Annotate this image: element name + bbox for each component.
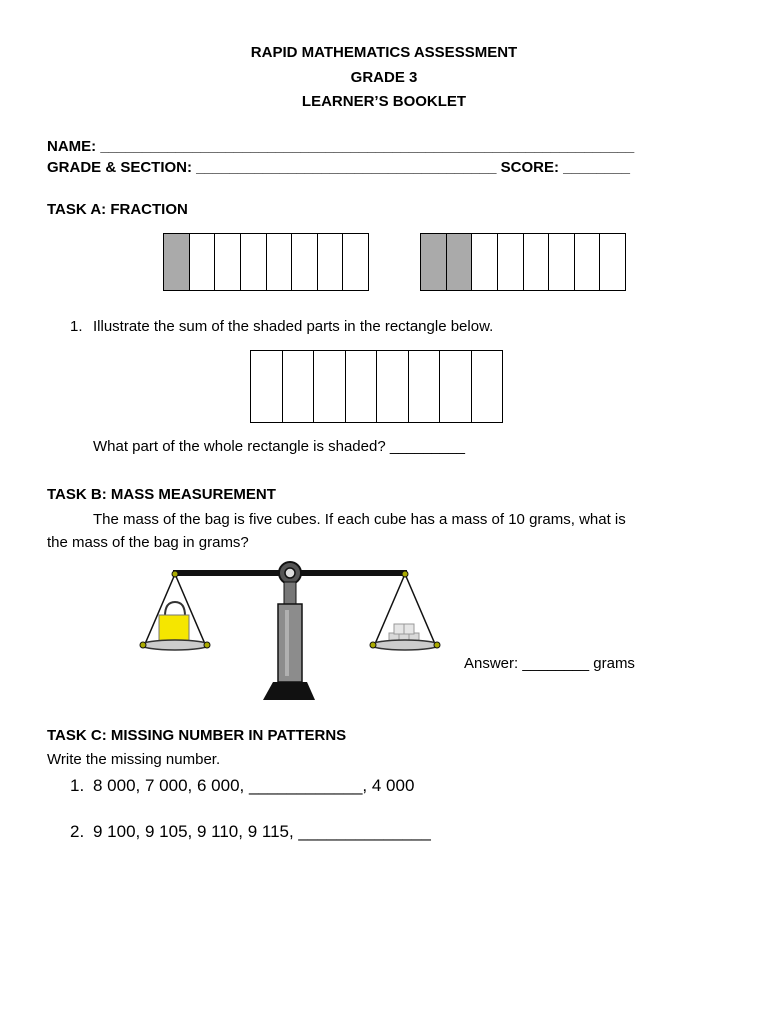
- unshaded-part: [549, 234, 575, 290]
- pattern-item-number: 1.: [70, 776, 85, 795]
- unshaded-part: [267, 234, 293, 290]
- unshaded-part: [498, 234, 524, 290]
- unshaded-part[interactable]: [251, 351, 283, 422]
- answer-rectangle[interactable]: [250, 350, 503, 423]
- task-a-heading: TASK A: FRACTION: [47, 201, 188, 218]
- task-b-heading: TASK B: MASS MEASUREMENT: [47, 486, 276, 503]
- shaded-part: [447, 234, 473, 290]
- right-pan: [371, 640, 439, 650]
- task-b-problem-line-1: The mass of the bag is five cubes. If each cube has a mass of 10 grams, what is: [93, 511, 626, 528]
- unshaded-part[interactable]: [377, 351, 409, 422]
- unshaded-part: [190, 234, 216, 290]
- unshaded-part[interactable]: [472, 351, 503, 422]
- unshaded-part[interactable]: [409, 351, 441, 422]
- unshaded-part: [215, 234, 241, 290]
- unshaded-part[interactable]: [283, 351, 315, 422]
- stand-base: [263, 682, 315, 700]
- yellow-bag: [159, 602, 189, 645]
- pattern-item-1[interactable]: 8 000, 7 000, 6 000, ____________, 4 000: [93, 776, 415, 795]
- balance-scale: [135, 560, 445, 705]
- pattern-item-number: 2.: [70, 822, 85, 841]
- unshaded-part[interactable]: [440, 351, 472, 422]
- unshaded-part[interactable]: [314, 351, 346, 422]
- name-field[interactable]: NAME: ________________________________________________________________: [47, 138, 635, 155]
- fraction-rectangle-1: [163, 233, 369, 291]
- left-pan: [141, 640, 209, 650]
- pattern-item-2[interactable]: 9 100, 9 105, 9 110, 9 115, ______________: [93, 822, 431, 841]
- unshaded-part: [575, 234, 601, 290]
- question-number: 1.: [70, 318, 83, 335]
- unshaded-part[interactable]: [346, 351, 378, 422]
- shaded-part-question[interactable]: What part of the whole rectangle is shaded? _________: [93, 438, 465, 455]
- fraction-rectangle-2: [420, 233, 626, 291]
- unshaded-part: [292, 234, 318, 290]
- unshaded-part: [343, 234, 368, 290]
- unshaded-part: [524, 234, 550, 290]
- mass-answer-field[interactable]: Answer: ________ grams: [464, 655, 635, 672]
- document-title: RAPID MATHEMATICS ASSESSMENT: [250, 44, 518, 61]
- task-c-heading: TASK C: MISSING NUMBER IN PATTERNS: [47, 727, 347, 744]
- question-text: Illustrate the sum of the shaded parts in the rectangle below.: [93, 318, 494, 335]
- shaded-part: [164, 234, 190, 290]
- shaded-part: [421, 234, 447, 290]
- unshaded-part: [318, 234, 344, 290]
- grade-label: GRADE 3: [350, 69, 418, 86]
- task-b-problem-line-2: the mass of the bag in grams?: [47, 534, 249, 551]
- booklet-label: LEARNER’S BOOKLET: [301, 93, 467, 110]
- task-c-instruction: Write the missing number.: [47, 751, 221, 768]
- unshaded-part: [600, 234, 625, 290]
- unshaded-part: [241, 234, 267, 290]
- stand-column: [278, 604, 302, 682]
- unshaded-part: [472, 234, 498, 290]
- grade-section-score-field[interactable]: GRADE & SECTION: ____________________________________ SCORE: ________: [47, 159, 630, 176]
- stand-neck: [284, 582, 296, 606]
